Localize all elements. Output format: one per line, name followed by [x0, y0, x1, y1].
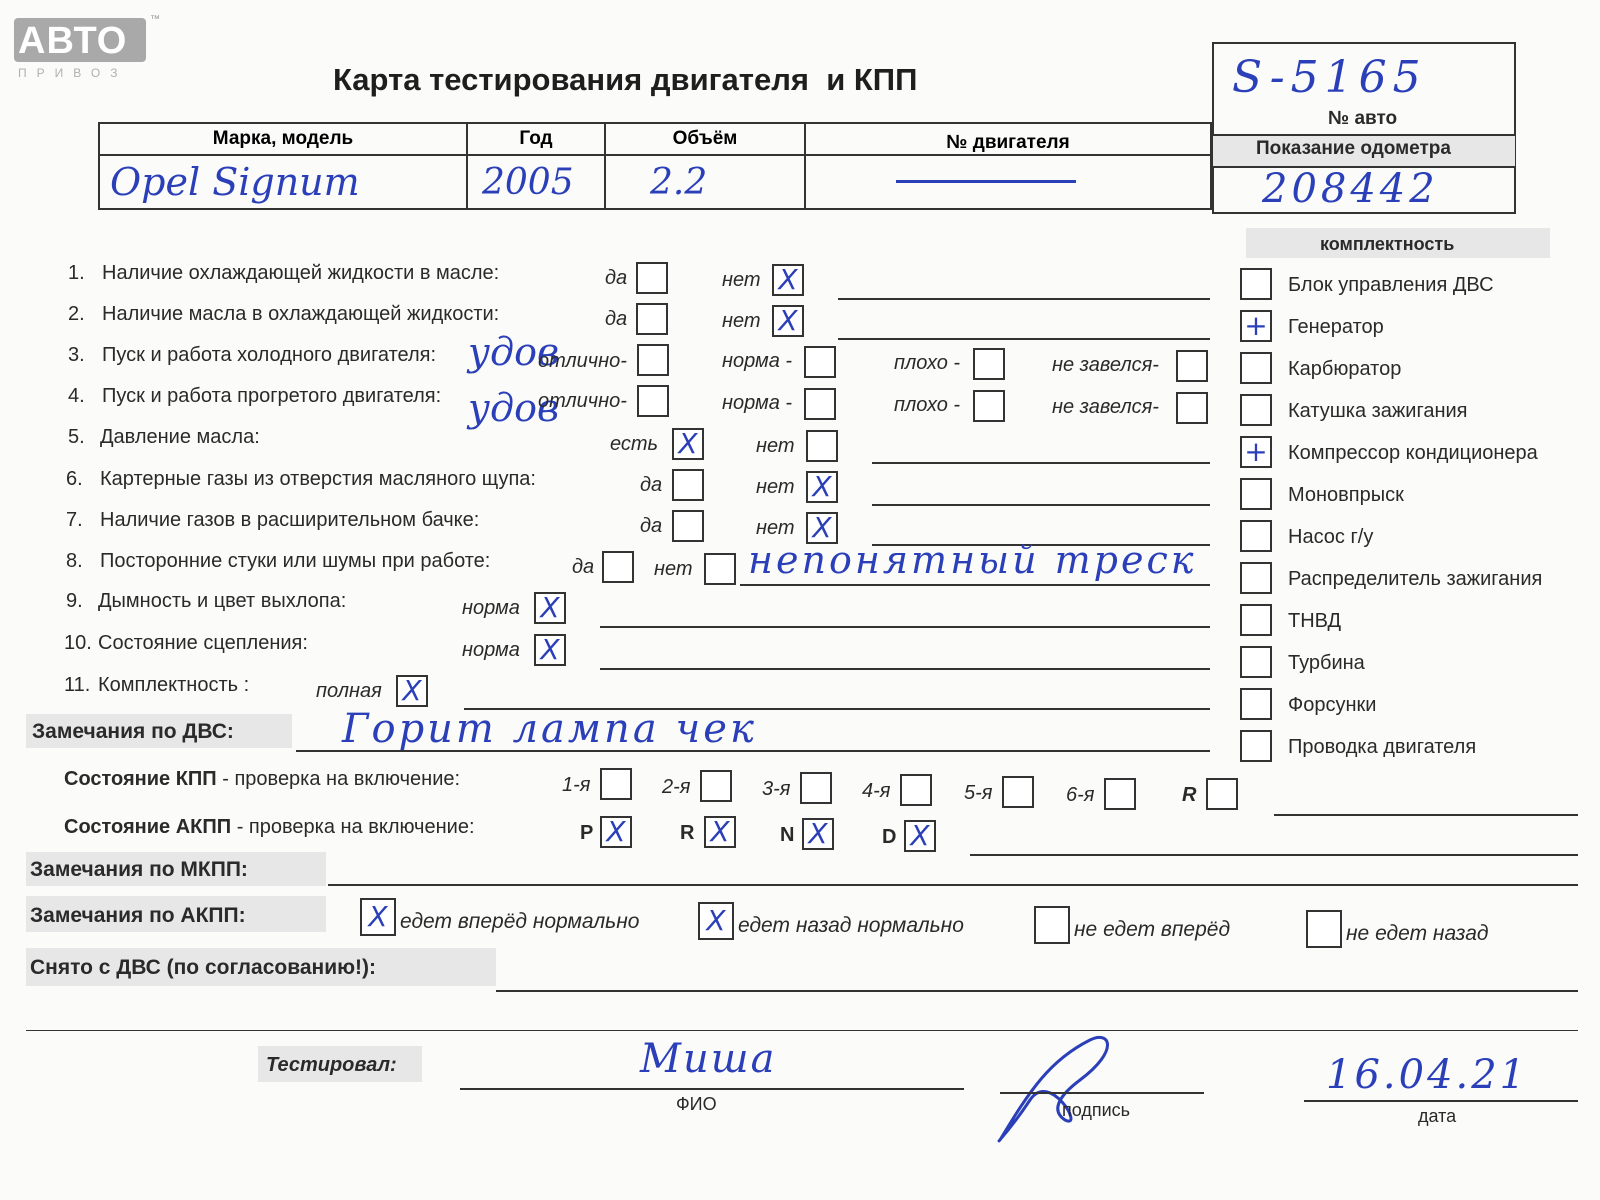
q6-yes-label: да [640, 474, 663, 496]
q3-excellent-checkbox[interactable] [637, 344, 669, 376]
completeness-item-label: Блок управления ДВС [1288, 274, 1494, 296]
q3-num: 3. [68, 344, 85, 366]
kpp-gear-r-checkbox[interactable] [1206, 778, 1238, 810]
logo-tm: ™ [150, 14, 160, 25]
q10-normal-label: норма [462, 639, 520, 661]
volume-value: 2.2 [650, 161, 708, 203]
akpp-no-forward-checkbox[interactable] [1034, 906, 1070, 944]
date-label: дата [1418, 1106, 1457, 1126]
akpp-pos-r-label: R [680, 822, 695, 844]
header-col-model: Марка, модель [212, 128, 354, 149]
q1-text: Наличие охлаждающей жидкости в масле: [102, 262, 500, 284]
kpp-gear-4-checkbox[interactable] [900, 774, 932, 806]
q10-note-line [600, 668, 1210, 670]
q8-yes-label: да [572, 556, 595, 578]
q3-excellent-label: отлично- [538, 350, 627, 372]
check-mark: X [368, 900, 388, 933]
q1-note-line [838, 298, 1210, 300]
q8-text: Посторонние стуки или шумы при работе: [100, 550, 491, 572]
kpp-gear-6-checkbox[interactable] [1104, 778, 1136, 810]
check-mark: X [710, 815, 730, 848]
completeness-item-checkbox[interactable] [1240, 646, 1272, 678]
fio-line [460, 1088, 964, 1090]
q1-num: 1. [68, 262, 85, 284]
q11-num: 11. [64, 674, 91, 696]
q4-normal-label: норма - [722, 392, 793, 414]
vehicle-header-table [98, 122, 1212, 210]
completeness-item-checkbox[interactable] [1240, 268, 1272, 300]
completeness-item-label: Турбина [1288, 652, 1365, 674]
kpp-label-bold: Состояние КПП [64, 768, 217, 790]
q3-handwritten: удов [468, 330, 560, 374]
check-plus-mark: + [1244, 435, 1268, 468]
kpp-label [64, 768, 460, 791]
q2-no-checkbox[interactable] [772, 305, 804, 337]
kpp-gear-5-checkbox[interactable] [1002, 776, 1034, 808]
q7-yes-label: да [640, 515, 663, 537]
tested-by-label: Тестировал: [266, 1054, 397, 1076]
logo [14, 14, 160, 82]
q2-num: 2. [68, 303, 85, 325]
q3-bad-label: плохо - [894, 352, 961, 374]
kpp-gear-2-label: 2-я [662, 776, 691, 798]
q10-num: 10. [64, 632, 92, 654]
q4-nostart-checkbox[interactable] [1176, 392, 1208, 424]
akpp-reverse-ok-label: едет назад нормально [738, 914, 964, 937]
header-col-engine-no: № двигателя [946, 132, 1070, 153]
q2-no-label: нет [722, 310, 761, 332]
kpp-gear-1-checkbox[interactable] [600, 768, 632, 800]
q3-text: Пуск и работа холодного двигателя: [102, 344, 437, 366]
completeness-item-checkbox[interactable] [1240, 604, 1272, 636]
q3-normal-checkbox[interactable] [804, 346, 836, 378]
engine-remarks-line [296, 750, 1210, 752]
completeness-item-label: Генератор [1288, 316, 1384, 338]
header-col-volume: Объём [672, 128, 738, 149]
q8-handwritten: непонятный треск [748, 538, 1197, 582]
form-title: Карта тестирования двигателя и КПП [333, 62, 918, 97]
completeness-item-label: Насос г/у [1288, 526, 1374, 548]
completeness-item-label: Компрессор кондиционера [1288, 442, 1538, 464]
check-mark: X [778, 304, 798, 337]
check-mark: X [540, 591, 560, 624]
completeness-list [1240, 268, 1580, 768]
check-plus-mark: + [1244, 309, 1268, 342]
check-mark: X [808, 817, 828, 850]
auto-number-value: S-5165 [1232, 52, 1427, 103]
q7-text: Наличие газов в расширительном бачке: [100, 509, 480, 531]
q7-no-label: нет [756, 517, 795, 539]
akpp-reverse-ok-checkbox[interactable] [698, 902, 734, 940]
removed-line-2 [26, 1030, 1578, 1031]
akpp-remarks-label: Замечания по АКПП: [30, 904, 246, 927]
q4-normal-checkbox[interactable] [804, 388, 836, 420]
q4-num: 4. [68, 385, 85, 407]
q5-present-checkbox[interactable] [672, 428, 704, 460]
kpp-gear-5-label: 5-я [964, 782, 993, 804]
date-line [1304, 1100, 1578, 1102]
q6-text: Картерные газы из отверстия масляного щупа: [100, 468, 536, 490]
completeness-item-checkbox[interactable] [1240, 562, 1272, 594]
akpp-no-reverse-label: не едет назад [1346, 922, 1489, 945]
q2-yes-label: да [605, 308, 628, 330]
q5-no-checkbox[interactable] [806, 430, 838, 462]
mkpp-remarks-label: Замечания по МКПП: [30, 858, 248, 881]
q4-bad-checkbox[interactable] [973, 390, 1005, 422]
akpp-pos-n-checkbox[interactable] [802, 818, 834, 850]
completeness-item-label: Карбюратор [1288, 358, 1402, 380]
completeness-item-label: Проводка двигателя [1288, 736, 1477, 758]
engine-no-dash [896, 180, 1076, 183]
signature-label: подпись [1062, 1100, 1131, 1120]
check-mark: X [778, 263, 798, 296]
completeness-item-checkbox[interactable] [1240, 310, 1272, 342]
check-mark: X [402, 674, 422, 707]
q1-yes-checkbox[interactable] [636, 262, 668, 294]
q9-num: 9. [66, 590, 83, 612]
year-value: 2005 [482, 161, 574, 203]
q6-no-checkbox[interactable] [806, 471, 838, 503]
q6-note-line [872, 504, 1210, 506]
q5-no-label: нет [756, 435, 795, 457]
check-mark: X [540, 633, 560, 666]
kpp-label-rest: - проверка на включение: [216, 768, 461, 790]
q4-excellent-label: отлично- [538, 390, 627, 412]
date-handwritten: 16.04.21 [1326, 1052, 1529, 1098]
kpp-gear-1-label: 1-я [562, 774, 591, 796]
auto-number-label: № авто [1328, 108, 1398, 129]
completeness-item-label: Катушка зажигания [1288, 400, 1468, 422]
completeness-item-label: Моновпрыск [1288, 484, 1404, 506]
q7-yes-checkbox[interactable] [672, 510, 704, 542]
akpp-pos-p-checkbox[interactable] [600, 816, 632, 848]
kpp-gear-2-checkbox[interactable] [700, 770, 732, 802]
akpp-pos-r-checkbox[interactable] [704, 816, 736, 848]
q1-yes-label: да [605, 267, 628, 289]
q2-text: Наличие масла в охлаждающей жидкости: [102, 303, 500, 325]
kpp-gear-4-label: 4-я [862, 780, 891, 802]
logo-subtext: ПРИВОЗ [18, 66, 128, 80]
akpp-forward-ok-checkbox[interactable] [360, 898, 396, 936]
tester-name-handwritten: Миша [640, 1036, 777, 1082]
akpp-forward-ok-label: едет вперёд нормально [400, 910, 640, 933]
completeness-item-checkbox[interactable] [1240, 478, 1272, 510]
akpp-label-rest: - проверка на включение: [231, 816, 475, 838]
q8-num: 8. [66, 550, 83, 572]
q5-text: Давление масла: [100, 426, 260, 448]
q11-full-label: полная [316, 680, 382, 702]
removed-label: Снято с ДВС (по согласованию!): [30, 956, 377, 979]
akpp-no-reverse-checkbox[interactable] [1306, 910, 1342, 948]
q2-yes-checkbox[interactable] [636, 303, 668, 335]
q8-note-line [740, 584, 1210, 586]
check-mark: X [706, 904, 726, 937]
akpp-label [64, 816, 475, 839]
q5-present-label: есть [610, 433, 659, 455]
completeness-item-checkbox[interactable] [1240, 436, 1272, 468]
kpp-gear-r-label: R [1182, 784, 1197, 806]
q8-no-checkbox[interactable] [704, 553, 736, 585]
check-mark: X [678, 427, 698, 460]
q4-bad-label: плохо - [894, 394, 961, 416]
q8-yes-checkbox[interactable] [602, 551, 634, 583]
q3-nostart-label: не завелся- [1052, 354, 1159, 376]
kpp-gear-6-label: 6-я [1066, 784, 1095, 806]
engine-remarks-handwritten: Горит лампа чек [342, 706, 757, 752]
completeness-item-label: ТНВД [1288, 610, 1342, 632]
completeness-item-checkbox[interactable] [1240, 520, 1272, 552]
q11-full-checkbox[interactable] [396, 675, 428, 707]
check-mark: X [606, 815, 626, 848]
kpp-gear-3-checkbox[interactable] [800, 772, 832, 804]
completeness-item-checkbox[interactable] [1240, 688, 1272, 720]
q7-num: 7. [66, 509, 83, 531]
check-mark: X [812, 470, 832, 503]
completeness-item-checkbox[interactable] [1240, 352, 1272, 384]
q6-no-label: нет [756, 476, 795, 498]
q9-normal-checkbox[interactable] [534, 592, 566, 624]
removed-line-1 [496, 990, 1578, 992]
q10-text: Состояние сцепления: [98, 632, 308, 654]
q9-text: Дымность и цвет выхлопа: [98, 590, 347, 612]
q4-handwritten: удов [468, 386, 560, 430]
q8-no-label: нет [654, 558, 693, 580]
akpp-pos-p-label: P [580, 822, 594, 844]
completeness-item-label: Форсунки [1288, 694, 1377, 716]
q3-nostart-checkbox[interactable] [1176, 350, 1208, 382]
q6-num: 6. [66, 468, 83, 490]
q3-bad-checkbox[interactable] [973, 348, 1005, 380]
q6-yes-checkbox[interactable] [672, 469, 704, 501]
completeness-title: комплектность [1320, 234, 1455, 254]
completeness-item-label: Распределитель зажигания [1288, 568, 1543, 590]
q4-excellent-checkbox[interactable] [637, 385, 669, 417]
q4-text: Пуск и работа прогретого двигателя: [102, 385, 442, 407]
check-mark: X [910, 819, 930, 852]
signature-scribble [990, 1030, 1140, 1150]
akpp-pos-d-checkbox[interactable] [904, 820, 936, 852]
odometer-value: 208442 [1262, 166, 1439, 212]
q9-note-line [600, 626, 1210, 628]
kpp-gear-3-label: 3-я [762, 778, 791, 800]
q10-normal-checkbox[interactable] [534, 634, 566, 666]
akpp-label-bold: Состояние АКПП [64, 816, 232, 838]
q11-text: Комплектность : [98, 674, 250, 696]
engine-remarks-label: Замечания по ДВС: [32, 720, 234, 743]
check-mark: X [812, 511, 832, 544]
akpp-no-forward-label: не едет вперёд [1074, 918, 1231, 941]
q3-normal-label: норма - [722, 350, 793, 372]
q4-nostart-label: не завелся- [1052, 396, 1159, 418]
q1-no-label: нет [722, 269, 761, 291]
logo-text: АВТО [18, 20, 128, 62]
q5-num: 5. [68, 426, 85, 448]
q2-note-line [838, 338, 1210, 340]
signature-line [1000, 1092, 1204, 1094]
model-value: Opel Signum [110, 160, 360, 204]
mkpp-remarks-line [328, 884, 1578, 886]
odometer-label: Показание одометра [1256, 138, 1451, 159]
q5-note-line [872, 462, 1210, 464]
q9-normal-label: норма [462, 597, 520, 619]
akpp-note-line [970, 854, 1578, 856]
kpp-note-line [1274, 814, 1578, 816]
completeness-item-checkbox[interactable] [1240, 394, 1272, 426]
fio-label: ФИО [676, 1094, 717, 1114]
q1-no-checkbox[interactable] [772, 264, 804, 296]
completeness-item-checkbox[interactable] [1240, 730, 1272, 762]
akpp-pos-d-label: D [882, 826, 897, 848]
header-col-year: Год [519, 128, 553, 149]
akpp-pos-n-label: N [780, 824, 795, 846]
